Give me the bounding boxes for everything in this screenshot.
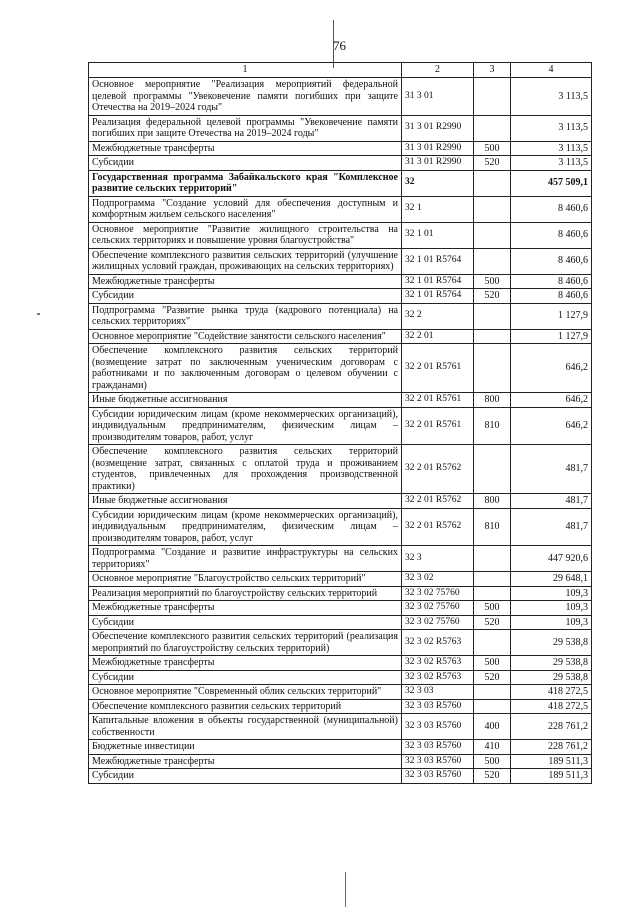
row-vr	[474, 115, 511, 141]
row-name: Подпрограмма "Создание и развитие инфраструктуры на сельских территориях"	[89, 546, 402, 572]
row-name: Подпрограмма "Развитие рынка труда (кадрового потенциала) на сельских территориях"	[89, 303, 402, 329]
row-code: 32 3 03 R5760	[402, 699, 474, 714]
col-header-code: 2	[402, 63, 474, 78]
row-vr: 520	[474, 156, 511, 171]
row-vr: 800	[474, 494, 511, 509]
table-row	[89, 630, 592, 656]
table-row	[89, 615, 592, 630]
row-name: Иные бюджетные ассигнования	[89, 393, 402, 408]
row-name: Субсидии	[89, 289, 402, 304]
row-name: Иные бюджетные ассигнования	[89, 494, 402, 509]
row-vr: 520	[474, 769, 511, 784]
row-vr: 500	[474, 274, 511, 289]
table-header-row	[89, 63, 592, 78]
row-code: 32 3 02 75760	[402, 615, 474, 630]
row-amount: 228 761,2	[511, 740, 592, 755]
row-code: 32 3 03 R5760	[402, 714, 474, 740]
table-row	[89, 156, 592, 171]
table-row	[89, 274, 592, 289]
row-vr: 400	[474, 714, 511, 740]
row-vr: 410	[474, 740, 511, 755]
table-row	[89, 141, 592, 156]
row-amount: 646,2	[511, 344, 592, 393]
table-row	[89, 699, 592, 714]
row-code: 32 1 01 R5764	[402, 274, 474, 289]
row-amount: 109,3	[511, 601, 592, 616]
row-vr: 500	[474, 141, 511, 156]
row-name: Субсидии	[89, 670, 402, 685]
table-row	[89, 586, 592, 601]
row-name: Реализация федеральной целевой программы "Увековечение памяти погибших при защите Отечества на 2019–2024 годы"	[89, 115, 402, 141]
table-row	[89, 115, 592, 141]
row-vr	[474, 196, 511, 222]
table-row	[89, 754, 592, 769]
row-amount: 418 272,5	[511, 699, 592, 714]
row-code: 32 2 01 R5762	[402, 445, 474, 494]
row-code: 32 3 03 R5760	[402, 769, 474, 784]
table-row	[89, 572, 592, 587]
row-name: Основное мероприятие "Благоустройство сельских территорий"	[89, 572, 402, 587]
row-name: Подпрограмма "Создание условий для обеспечения доступным и комфортным жильем сельского населения"	[89, 196, 402, 222]
row-name: Межбюджетные трансферты	[89, 754, 402, 769]
row-code: 31 3 01	[402, 78, 474, 116]
row-amount: 189 511,3	[511, 754, 592, 769]
row-code: 32	[402, 170, 474, 196]
table-row	[89, 248, 592, 274]
row-code: 31 3 01 R2990	[402, 141, 474, 156]
table-row	[89, 670, 592, 685]
page-number: 76	[333, 38, 346, 53]
row-amount: 189 511,3	[511, 769, 592, 784]
row-amount: 29 538,8	[511, 670, 592, 685]
row-name: Обеспечение комплексного развития сельских территорий (улучшение жилищных условий граждан, проживающих на сельских территориях)	[89, 248, 402, 274]
table-row	[89, 407, 592, 445]
table-row	[89, 494, 592, 509]
row-amount: 3 113,5	[511, 156, 592, 171]
row-name: Межбюджетные трансферты	[89, 141, 402, 156]
row-code: 32 3 03 R5760	[402, 740, 474, 755]
row-amount: 228 761,2	[511, 714, 592, 740]
row-amount: 646,2	[511, 393, 592, 408]
row-vr	[474, 303, 511, 329]
row-name: Основное мероприятие "Реализация мероприятий федеральной целевой программы "Увековечение памяти погибших при защите Отечества на 2019–2024 годы"	[89, 78, 402, 116]
row-name: Основное мероприятие "Содействие занятости сельского населения"	[89, 329, 402, 344]
row-amount: 3 113,5	[511, 78, 592, 116]
table-row	[89, 303, 592, 329]
row-code: 32 2 01 R5761	[402, 393, 474, 408]
table-row	[89, 78, 592, 116]
row-name: Бюджетные инвестиции	[89, 740, 402, 755]
row-vr	[474, 572, 511, 587]
row-code: 32 2 01 R5761	[402, 407, 474, 445]
row-vr: 500	[474, 656, 511, 671]
table-row	[89, 656, 592, 671]
row-code: 32 3 03 R5760	[402, 754, 474, 769]
row-name: Капитальные вложения в объекты государственной (муниципальной) собственности	[89, 714, 402, 740]
row-name: Субсидии	[89, 769, 402, 784]
row-name: Обеспечение комплексного развития сельских территорий (возмещение затрат по заключенным ученическим договорам с работниками и по заключенным договорам о целевом обучении с гражданами)	[89, 344, 402, 393]
row-code: 32 2 01 R5762	[402, 508, 474, 546]
row-name: Субсидии	[89, 156, 402, 171]
table-row	[89, 329, 592, 344]
row-vr	[474, 685, 511, 700]
row-amount: 8 460,6	[511, 248, 592, 274]
row-name: Субсидии юридическим лицам (кроме некоммерческих организаций), индивидуальным предпринимателям, физическим лицам – производителям товаров, работ, услуг	[89, 407, 402, 445]
table-row	[89, 740, 592, 755]
row-amount: 481,7	[511, 508, 592, 546]
row-name: Основное мероприятие "Развитие жилищного строительства на сельских территориях и повышение уровня благоустройства"	[89, 222, 402, 248]
row-vr	[474, 329, 511, 344]
row-vr	[474, 170, 511, 196]
row-amount: 109,3	[511, 586, 592, 601]
row-code: 32 2 01 R5762	[402, 494, 474, 509]
table-row	[89, 344, 592, 393]
row-vr: 810	[474, 407, 511, 445]
row-code: 31 3 01 R2990	[402, 156, 474, 171]
table-row	[89, 769, 592, 784]
row-name: Обеспечение комплексного развития сельских территорий (возмещение затрат, связанных с оплатой труда и проживанием студентов, привлеченных для прохождения производственной практики)	[89, 445, 402, 494]
row-amount: 8 460,6	[511, 289, 592, 304]
col-header-name: 1	[89, 63, 402, 78]
budget-table	[88, 62, 592, 784]
row-code: 32 3 02 R5763	[402, 670, 474, 685]
col-header-vr: 3	[474, 63, 511, 78]
row-code: 32 2 01	[402, 329, 474, 344]
row-vr	[474, 222, 511, 248]
row-amount: 481,7	[511, 445, 592, 494]
table-row	[89, 714, 592, 740]
row-vr: 500	[474, 601, 511, 616]
row-code: 32 3 03	[402, 685, 474, 700]
row-amount: 3 113,5	[511, 115, 592, 141]
table-row	[89, 445, 592, 494]
row-amount: 29 648,1	[511, 572, 592, 587]
margin-tick-bottom	[345, 872, 346, 907]
row-name: Субсидии	[89, 615, 402, 630]
table-row	[89, 508, 592, 546]
row-amount: 457 509,1	[511, 170, 592, 196]
row-name: Реализация мероприятий по благоустройству сельских территорий	[89, 586, 402, 601]
row-code: 32 3 02	[402, 572, 474, 587]
row-amount: 8 460,6	[511, 196, 592, 222]
table-row	[89, 685, 592, 700]
row-vr	[474, 248, 511, 274]
row-vr: 520	[474, 289, 511, 304]
col-header-amount: 4	[511, 63, 592, 78]
row-name: Государственная программа Забайкальского края "Комплексное развитие сельских территорий"	[89, 170, 402, 196]
row-amount: 8 460,6	[511, 274, 592, 289]
row-vr	[474, 546, 511, 572]
row-code: 32 2	[402, 303, 474, 329]
row-vr	[474, 699, 511, 714]
row-code: 32 1	[402, 196, 474, 222]
row-name: Межбюджетные трансферты	[89, 274, 402, 289]
row-vr	[474, 445, 511, 494]
row-amount: 418 272,5	[511, 685, 592, 700]
row-code: 32 1 01 R5764	[402, 248, 474, 274]
row-amount: 3 113,5	[511, 141, 592, 156]
row-vr	[474, 630, 511, 656]
row-code: 32 3 02 R5763	[402, 630, 474, 656]
table-row	[89, 196, 592, 222]
row-name: Обеспечение комплексного развития сельских территорий	[89, 699, 402, 714]
row-amount: 8 460,6	[511, 222, 592, 248]
row-vr	[474, 344, 511, 393]
row-code: 32 1 01 R5764	[402, 289, 474, 304]
row-amount: 481,7	[511, 494, 592, 509]
row-name: Основное мероприятие "Современный облик сельских территорий"	[89, 685, 402, 700]
row-code: 32 3	[402, 546, 474, 572]
row-vr: 520	[474, 670, 511, 685]
table-row	[89, 393, 592, 408]
row-code: 32 1 01	[402, 222, 474, 248]
row-code: 32 3 02 75760	[402, 586, 474, 601]
row-code: 32 2 01 R5761	[402, 344, 474, 393]
row-amount: 1 127,9	[511, 329, 592, 344]
row-name: Межбюджетные трансферты	[89, 656, 402, 671]
row-amount: 646,2	[511, 407, 592, 445]
row-vr: 520	[474, 615, 511, 630]
scan-speck	[37, 313, 40, 315]
row-vr: 500	[474, 754, 511, 769]
table-row	[89, 546, 592, 572]
row-amount: 109,3	[511, 615, 592, 630]
table-row	[89, 222, 592, 248]
row-code: 32 3 02 R5763	[402, 656, 474, 671]
table-body	[89, 78, 592, 784]
table-row	[89, 170, 592, 196]
row-amount: 447 920,6	[511, 546, 592, 572]
row-amount: 29 538,8	[511, 656, 592, 671]
table-row	[89, 601, 592, 616]
row-vr: 800	[474, 393, 511, 408]
row-code: 32 3 02 75760	[402, 601, 474, 616]
row-vr	[474, 586, 511, 601]
row-amount: 29 538,8	[511, 630, 592, 656]
row-code: 31 3 01 R2990	[402, 115, 474, 141]
row-name: Субсидии юридическим лицам (кроме некоммерческих организаций), индивидуальным предпринимателям, физическим лицам – производителям товаров, работ, услуг	[89, 508, 402, 546]
row-amount: 1 127,9	[511, 303, 592, 329]
row-name: Межбюджетные трансферты	[89, 601, 402, 616]
row-vr: 810	[474, 508, 511, 546]
row-vr	[474, 78, 511, 116]
table-row	[89, 289, 592, 304]
row-name: Обеспечение комплексного развития сельских территорий (реализация мероприятий по благоустройству сельских территорий)	[89, 630, 402, 656]
